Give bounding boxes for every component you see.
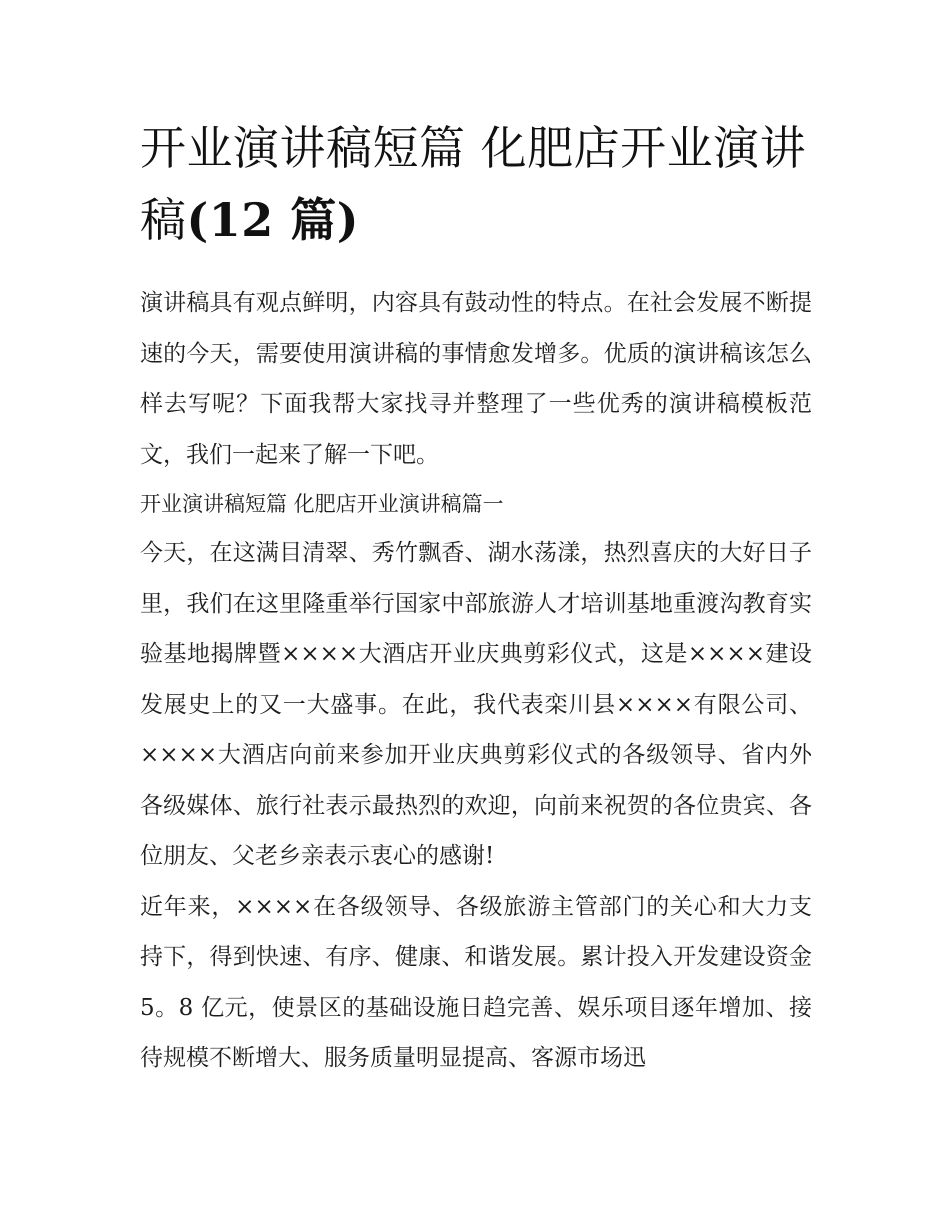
section-heading: 开业演讲稿短篇 化肥店开业演讲稿篇一	[140, 492, 504, 516]
title-suffix: (12 篇)	[186, 193, 360, 247]
document-title	[140, 112, 812, 256]
title-main: 开业演讲稿短篇 化肥店开业演讲稿	[140, 121, 807, 247]
intro-paragraph: 演讲稿具有观点鲜明，内容具有鼓动性的特点。在社会发展不断提速的今天，需要使用演讲稿的事情愈发增多。优质的演讲稿该怎么样去写呢？下面我帮大家找寻并整理了一些优秀的演讲稿模板范文，我们一起来了解一下吧。	[140, 290, 812, 468]
document-page	[140, 112, 812, 1084]
body-paragraph-1: 今天，在这满目清翠、秀竹飘香、湖水荡漾，热烈喜庆的大好日子里，我们在这里隆重举行国家中部旅游人才培训基地重渡沟教育实验基地揭牌暨××××大酒店开业庆典剪彩仪式，这是××××建设发展史上的又一大盛事。在此，我代表栾川县××××有限公司、××××大酒店向前来参加开业庆典剪彩仪式的各级领导、省内外各级媒体、旅行社表示最热烈的欢迎，向前来祝贺的各位贵宾、各位朋友、父老乡亲表示衷心的感谢!	[140, 540, 812, 869]
body-paragraph-2: 近年来，××××在各级领导、各级旅游主管部门的关心和大力支持下，得到快速、有序、健康、和谐发展。累计投入开发建设资金 5。8 亿元，使景区的基础设施日趋完善、娱乐项目逐年增加、接待规模不断增大、服务质量明显提高、客源市场迅	[140, 893, 812, 1071]
